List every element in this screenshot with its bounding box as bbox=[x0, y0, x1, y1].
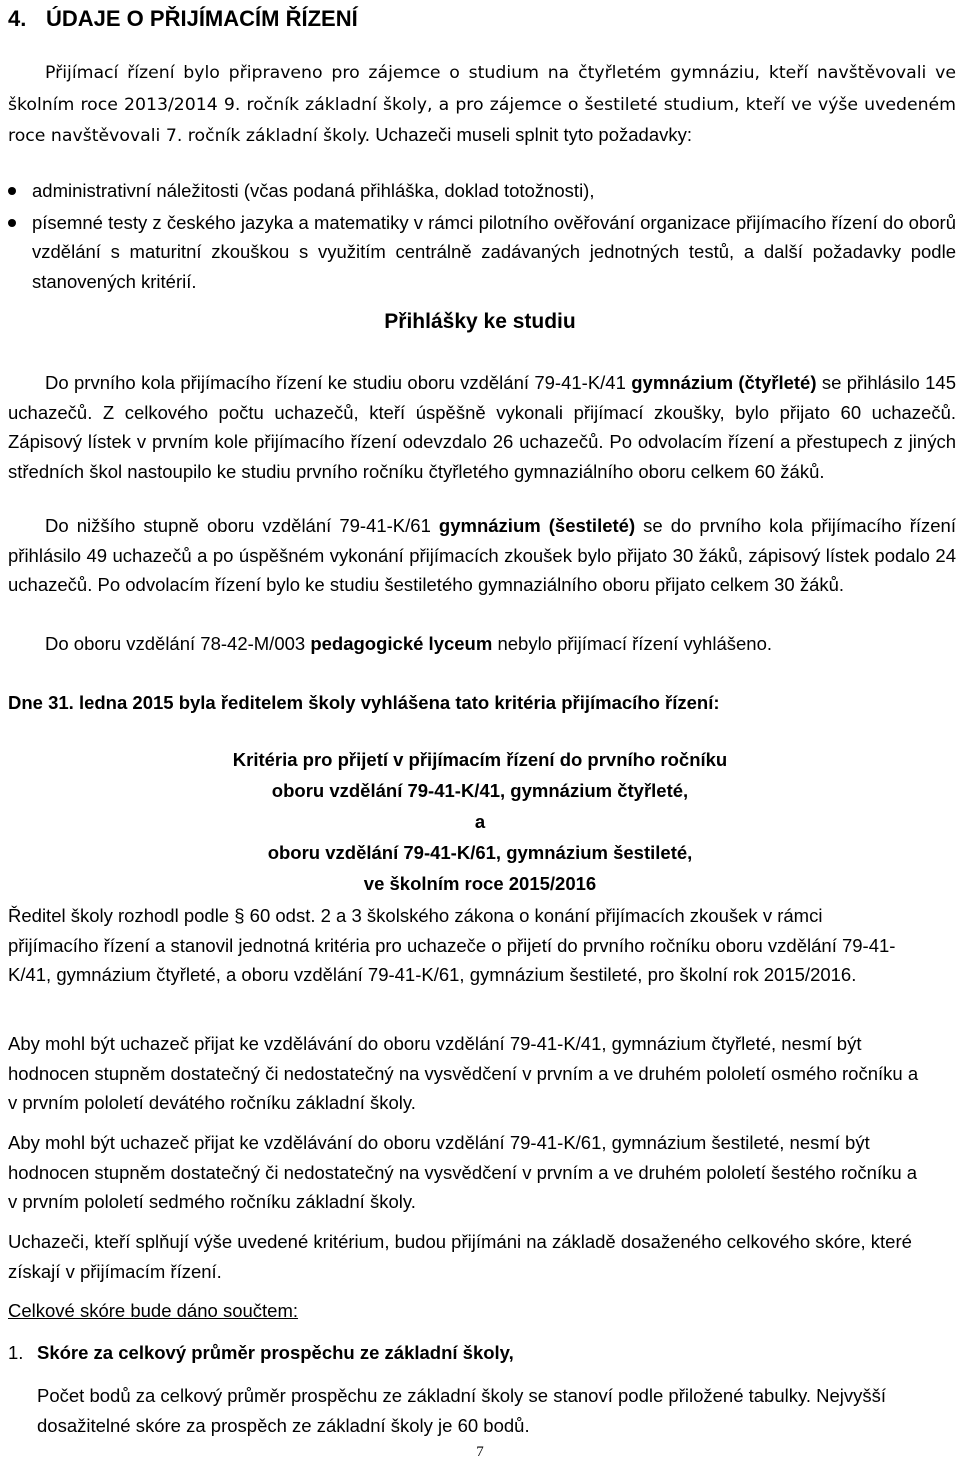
text: se do prvního kola přijímacího řízení přihlásilo 49 uchazečů a po úspěšném vykonání přijímacích zkoušek bylo přijato 30 žáků, zápisový lístek podalo 24 uchazečů. Po odvolacím řízení bylo ke studiu šestiletého gymnaziálního oboru přijato celkem 30 žáků. bbox=[8, 515, 956, 595]
subtitle-applications: Přihlášky ke studiu bbox=[384, 310, 576, 333]
condition-six-year: Aby mohl být uchazeč přijat ke vzdělávání do oboru vzdělání 79-41-K/61, gymnázium šestileté, nesmí být hodnocen stupněm dostatečný či nedostatečný na vysvědčení v prvním a ve druhém pololetí šestého ročníku a v prvním pololetí sedmého ročníku základní školy. bbox=[8, 1132, 918, 1212]
list-item-text: administrativní náležitosti (včas podaná přihláška, doklad totožnosti), bbox=[32, 180, 595, 201]
list-item bbox=[8, 208, 956, 297]
criteria-title-line: oboru vzdělání 79-41-K/41, gymnázium čtyřleté, bbox=[271, 780, 689, 801]
bullet-icon bbox=[8, 187, 16, 195]
item-number: 1. bbox=[8, 1342, 24, 1363]
intro-text-requirements: Uchazeči museli splnit tyto požadavky: bbox=[370, 124, 692, 145]
paragraph-four-year bbox=[8, 368, 956, 486]
intro-paragraph bbox=[8, 57, 956, 152]
text: nebylo přijímací řízení vyhlášeno. bbox=[492, 633, 772, 654]
director-decision: Ředitel školy rozhodl podle § 60 odst. 2 a 3 školského zákona o konání přijímacích zkoušek v rámci přijímacího řízení a stanovil jednotná kritéria pro uchazeče o přijetí do prvního ročníku oboru vzdělání 79-41-K/41, gymnázium čtyřleté, a oboru vzdělání 79-41-K/61, gymnázium šestileté, pro školní rok 2015/2016. bbox=[8, 905, 896, 985]
section-title: ÚDAJE O PŘIJÍMACÍM ŘÍZENÍ bbox=[46, 6, 358, 31]
text-bold: pedagogické lyceum bbox=[310, 633, 493, 654]
criteria-title-line: a bbox=[474, 811, 486, 832]
requirements-list bbox=[8, 176, 956, 298]
text-bold: gymnázium (šestileté) bbox=[438, 515, 636, 536]
criteria-title bbox=[0, 744, 960, 899]
condition-four-year: Aby mohl být uchazeč přijat ke vzdělávání do oboru vzdělání 79-41-K/41, gymnázium čtyřleté, nesmí být hodnocen stupněm dostatečný či nedostatečný na vysvědčení v prvním a ve druhém pololetí osmého ročníku a v prvním pololetí devátého ročníku základní školy. bbox=[8, 1033, 919, 1113]
text: Do oboru vzdělání 78-42-M/003 bbox=[45, 633, 311, 654]
intro-text-sans: Přijímací řízení bylo připraveno pro zájemce o studium na čtyřletém gymnáziu, kteří navštěvovali ve školním roce 2013/2014 9. ročník základní školy, a pro zájemce o šestileté studium, kteří ve výše uvedeném roce navštěvovali 7. ročník základní školy. bbox=[8, 63, 956, 146]
list-item bbox=[8, 176, 956, 206]
text: Do nižšího stupně oboru vzdělání 79-41-K/61 bbox=[45, 515, 439, 536]
text: Do prvního kola přijímacího řízení ke studiu oboru vzdělání 79-41-K/41 bbox=[45, 372, 632, 393]
bullet-icon bbox=[8, 219, 16, 227]
score-item-1-text: Počet bodů za celkový průměr prospěchu ze základní školy se stanoví podle přiložené tabulky. Nejvyšší dosažitelné skóre za prospěch ze základní školy je 60 bodů. bbox=[37, 1385, 887, 1436]
text: se přihlásilo 145 uchazečů. Z celkového počtu uchazečů, kteří úspěšně vykonali přijímací zkoušky, bylo přijato 60 uchazečů. Zápisový lístek v prvním kole přijímacího řízení odevzdalo 26 uchazečů. Po odvolacím řízení a přestupech z jiných středních škol nastoupilo ke studiu prvního ročníku čtyřletého gymnaziálního oboru celkem 60 žáků. bbox=[8, 372, 956, 482]
paragraph-six-year bbox=[8, 511, 956, 600]
criteria-title-line: oboru vzdělání 79-41-K/61, gymnázium šestileté, bbox=[267, 842, 693, 863]
section-number: 4. bbox=[8, 6, 27, 31]
criteria-title-line: Kritéria pro přijetí v přijímacím řízení do prvního ročníku bbox=[232, 749, 728, 770]
score-item-1 bbox=[8, 1338, 956, 1368]
page-number: 7 bbox=[476, 1444, 484, 1460]
criteria-announcement: Dne 31. ledna 2015 byla ředitelem školy vyhlášena tato kritéria přijímacího řízení: bbox=[8, 692, 720, 713]
section-heading bbox=[8, 5, 358, 33]
admission-rule: Uchazeči, kteří splňují výše uvedené kritérium, budou přijímáni na základě dosaženého celkového skóre, které získají v přijímacím řízení. bbox=[8, 1231, 912, 1282]
text-bold: gymnázium (čtyřleté) bbox=[631, 372, 817, 393]
paragraph-lyceum bbox=[8, 629, 956, 659]
total-score-label: Celkové skóre bude dáno součtem: bbox=[8, 1300, 299, 1321]
list-item-text: písemné testy z českého jazyka a matematiky v rámci pilotního ověřování organizace přijímacího řízení do oborů vzdělání s maturitní zkouškou s využitím centrálně zadávaných jednotných testů, a další požadavky podle stanovených kritérií. bbox=[32, 211, 956, 292]
criteria-title-line: ve školním roce 2015/2016 bbox=[363, 873, 597, 894]
item-title: Skóre za celkový průměr prospěchu ze základní školy, bbox=[37, 1342, 514, 1363]
